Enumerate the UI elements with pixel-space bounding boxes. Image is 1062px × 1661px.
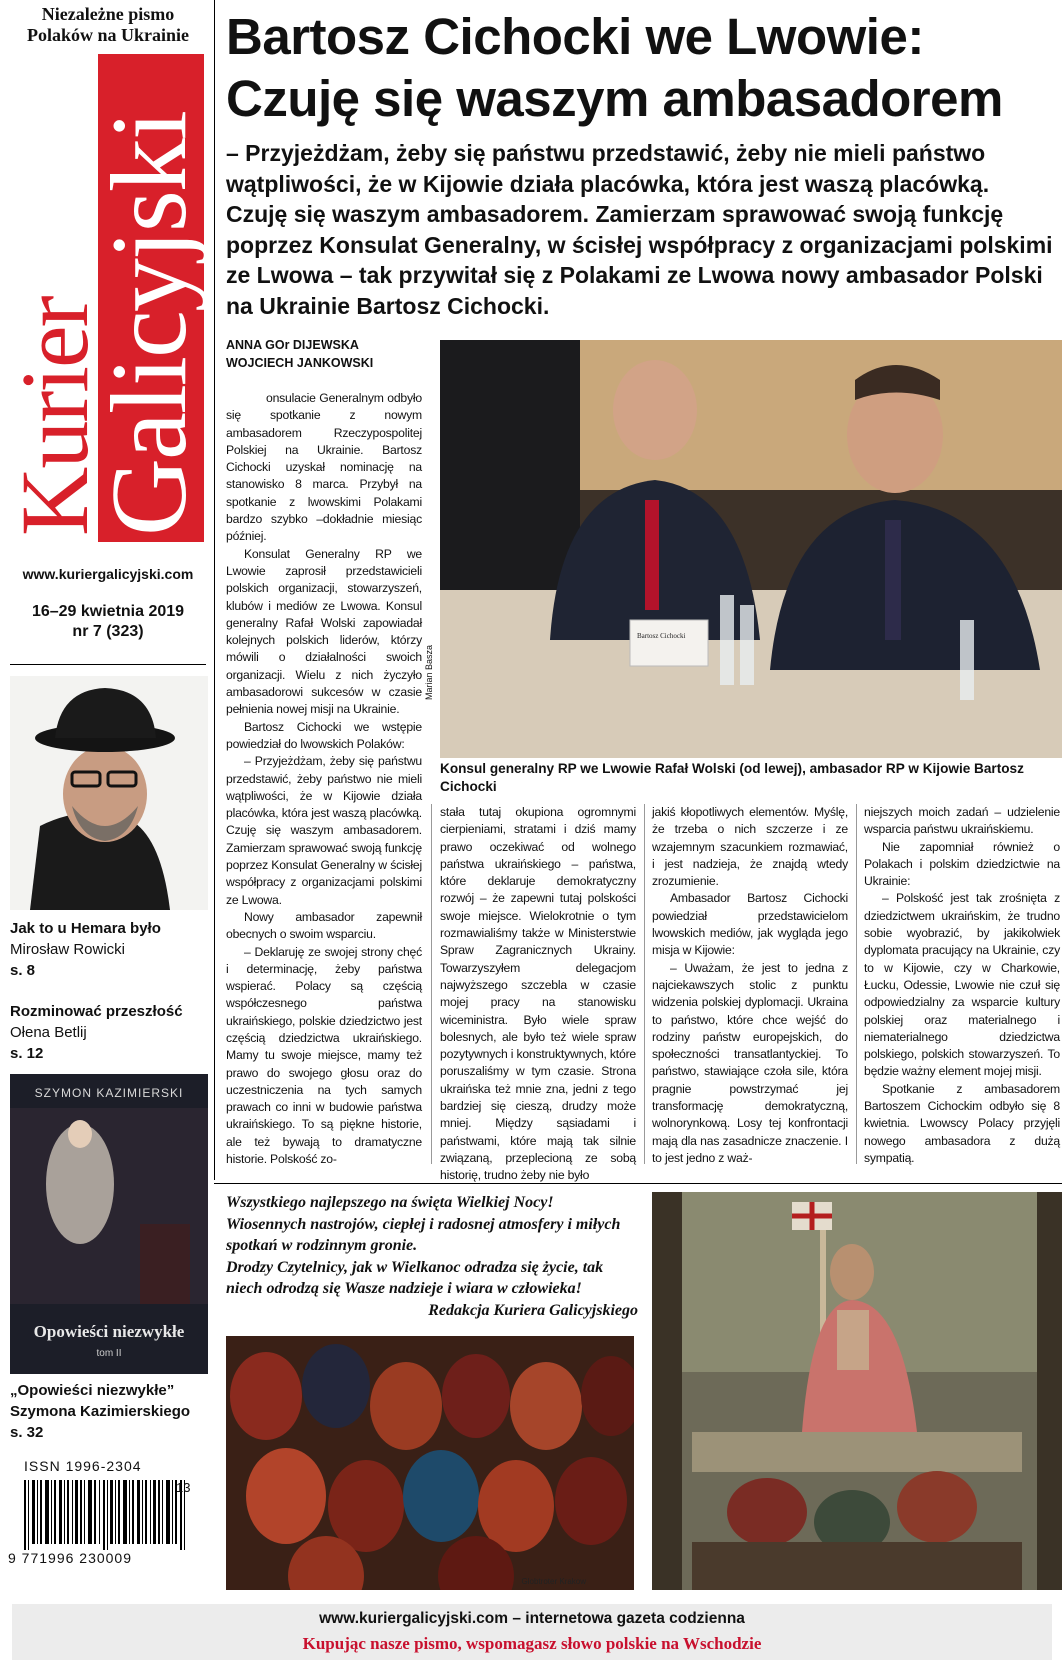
article-column-2 bbox=[440, 804, 636, 1185]
masthead-tagline bbox=[8, 4, 208, 46]
easter-photo-credit: Globtroter Krakow bbox=[521, 1577, 586, 1586]
masthead-logo bbox=[1, 54, 209, 542]
easter-eggs-illustration bbox=[226, 1336, 634, 1590]
easter-eggs-photo[interactable] bbox=[226, 1336, 634, 1590]
photo-caption: Konsul generalny RP we Lwowie Rafał Wolski (od lewej), ambasador RP w Kijowie Bartosz Cichocki bbox=[440, 761, 1024, 794]
article-column-1 bbox=[226, 390, 422, 1168]
article-photo[interactable] bbox=[440, 340, 1062, 758]
issue-date: 16–29 kwietnia 2019 bbox=[31, 603, 185, 620]
barcode-digits: 9 771996 230009 bbox=[8, 1550, 132, 1566]
masthead-title-kurier: Kurier bbox=[1, 297, 108, 536]
book-cover[interactable] bbox=[10, 1074, 208, 1374]
easter-greeting bbox=[226, 1192, 638, 1321]
article-column-3 bbox=[652, 804, 848, 1167]
headline-line-2: Czuję się waszym ambasadorem bbox=[226, 70, 1003, 127]
article-column-4 bbox=[864, 804, 1060, 1167]
paragraph: onsulacie Generalnym odbyło się spotkanie z nowym ambasadorem Rzeczypospolitej Polskiej na Ukrainie. Bartosz Cichocki uzyskał nominację na stanowisko 8 marca. Przybył na spotkanie z lwowskimi Polakami bardzo szybko –dokładnie miesiąc później. bbox=[226, 391, 422, 544]
resurrection-painting[interactable] bbox=[652, 1192, 1062, 1590]
tagline-line-2: Polaków na Ukrainie bbox=[26, 25, 190, 45]
footer-website-line[interactable]: www.kuriergalicyjski.com – internetowa gazeta codzienna bbox=[319, 1610, 745, 1627]
barcode-addon: 13 bbox=[176, 1480, 191, 1495]
photo-placard-text: Bartosz Cichocki bbox=[637, 632, 686, 640]
paragraph: – Uważam, że jest to jedna z najciekawszych stolic z punktu widzenia polskiej dyplomacji. Ukraina to państwo, które chce wejść do rodziny państw europejskich, do społeczności transatlantyckiej. To państwo, stawiające czoła sile, która pragnie powstrzymać jej transformację demokratyczną, wolnorynkową. Losy tej konfrontacji mają dla nas zasadnicze znaczenie. I to jest jedno z waż- bbox=[652, 960, 848, 1165]
teaser-title: Jak to u Hemara było bbox=[10, 920, 161, 937]
byline-author-1: ANNA GOr DIJEWSKA bbox=[226, 338, 359, 352]
teaser-title: „Opowieści niezwykłe” bbox=[10, 1382, 175, 1399]
book-cover-volume: tom II bbox=[96, 1348, 122, 1359]
footer-slogan: Kupując nasze pismo, wspomagasz słowo polskie na Wschodzie bbox=[302, 1634, 762, 1653]
footer-bar bbox=[12, 1604, 1052, 1660]
tagline-line-1: Niezależne pismo bbox=[41, 4, 175, 24]
greeting-line-2: Wiosennych nastrojów, ciepłej i radosnej atmosfery i miłych spotkań w rodzinnym gronie. bbox=[226, 1215, 621, 1254]
book-cover-title: Opowieści niezwykłe bbox=[33, 1322, 185, 1341]
paragraph: – Przyjeżdżam, żeby się państwu przedstawić, żeby państwo nie mieli wątpliwości, że w Kijowie działa placówka, która jest waszą placówką. Czuję się waszym ambasadorem. Zamierzam sprawować swoją funkcję poprzez Konsulat Generalny w ścisłej współpracy z organizacjami polskimi ze Lwowa. bbox=[226, 754, 422, 907]
meeting-photo-illustration bbox=[440, 340, 1062, 758]
article-headline bbox=[226, 6, 1056, 130]
paragraph: stała tutaj okupiona ogromnymi cierpieniami, stratami i dziś mamy prawo oczekiwać od wolnego państwa ukraińskiego – państwa, które deklaruje demokratyczny rozwój – że zapewni tutaj polskości swoje miejsce. Wielokrotnie o tym rozmawialiśmy także w Ministerstwie Spraw Zagranicznych Ukrainy. Towarzyszyłem delegacjom najwyższego szczebla w czasie mojej pracy na stanowisku wiceministra. Było wiele spraw bolesnych, ale było też wiele spraw pozytywnych i konstruktywnych, które poruszaliśmy w tym czasie. Strona ukraińska też mnie zna, jedni z tego bardziej się cieszą, drudzy może mniej. Między sąsiadami i państwami, które mają tak silnie związaną, przeplecioną ze sobą historię, trudno żeby nie było bbox=[440, 805, 637, 1183]
greeting-line-3: Drodzy Czytelnicy, jak w Wielkanoc odradza się życie, tak niech odrodzą się Wasze nadzieje i wiara w człowieka! bbox=[226, 1258, 604, 1297]
issn: ISSN 1996-2304 bbox=[24, 1458, 142, 1474]
resurrection-painting-illustration bbox=[652, 1192, 1062, 1590]
greeting-signature: Redakcja Kuriera Galicyjskiego bbox=[428, 1301, 638, 1319]
teaser-author: Mirosław Rowicki bbox=[10, 941, 126, 958]
hemar-teaser-photo[interactable] bbox=[10, 676, 208, 910]
paragraph: Spotkanie z ambasadorem Bartoszem Cichockim odbyło się 8 kwietnia. Lwowscy Polacy przyjęli nowego ambasadora z dużą sympatią. bbox=[864, 1081, 1060, 1165]
barcode bbox=[24, 1480, 194, 1550]
article-lead: – Przyjeżdżam, żeby się państwu przedstawić, żeby nie mieli państwo wątpliwości, że w Kijowie działa placówka, która jest waszą placówką. Czuję się waszym ambasadorem. Zamierzam sprawować swoją funkcję poprzez Konsulat Generalny, w ścisłej współpracy z organizacjami polskimi ze Lwowa – tak przywitał się z Polakami ze Lwowa nowy ambasador Polski na Ukrainie Bartosz Cichocki. bbox=[226, 140, 1053, 319]
headline-line-1: Bartosz Cichocki we Lwowie: bbox=[226, 8, 924, 65]
paragraph: – Deklaruję ze swojej strony chęć i determinację, żeby państwa wspierać. Polacy są częścią współczesnego państwa ukraińskiego, polskie dziedzictwo jest częścią dziedzictwa ukraińskiego. Mamy tu swoje miejsce, mamy też prawo do swojego głosu oraz do uczestniczenia na tych samych prawach co inni w budowie państwa ukraińskiego. To są piękne historie, ale też bywają to dramatyczne historie. Polskość zo- bbox=[226, 944, 422, 1167]
sidebar-divider bbox=[10, 664, 206, 665]
book-cover-author: SZYMON KAZIMIERSKI bbox=[34, 1086, 184, 1100]
sidebar-separator bbox=[214, 0, 215, 1180]
paragraph: niejszych moich zadań – udzielenie wsparcia państwu ukraińskiemu. bbox=[864, 805, 1060, 837]
greeting-line-1: Wszystkiego najlepszego na święta Wielkiej Nocy! bbox=[226, 1194, 554, 1211]
paragraph: – Polskość jest tak zrośnięta z dziedzictwem ukraińskim, że trudno sobie wyobrazić, by jakikolwiek dyplomata pracujący na Ukrainie, czy to w Kijowie, czy w Charkowie, Łucku, Odessie, Lwowie nie czuł się odpowiedzialny za wsparcie kultury polskiej oraz materialnego i niematerialnego dziedzictwa polskiego, polskich stowarzyszeń. To będzie ważny element mojej misji. bbox=[864, 891, 1060, 1079]
teaser-author: Szymona Kazimierskiego bbox=[10, 1403, 191, 1420]
teaser-author: Ołena Betlij bbox=[10, 1024, 87, 1041]
teaser-rozminowac[interactable] bbox=[10, 1001, 208, 1064]
paragraph: jakiś kłopotliwych elementów. Myślę, że trzeba o nich szczerze i ze wzajemnym szacunkiem rozmawiać, i jest nadzieja, że znajdą wtedy zrozumienie. bbox=[652, 805, 848, 889]
column-separator bbox=[856, 804, 857, 1164]
issue-number: nr 7 (323) bbox=[72, 623, 144, 640]
paragraph: Konsulat Generalny RP we Lwowie zaprosił przedstawicieli polskich organizacji, stowarzyszeń, klubów i mediów ze Lwowa. Konsul generalny Rafał Wolski zapowiadał kolejnych polskich liderów, którzy mówili o działalności swoich organizacji. Wielu z nich życzyło ambasadorowi sukcesów w czasie pełnienia nowej misji na Ukrainie. bbox=[226, 546, 422, 717]
photo-credit: Marian Basza bbox=[424, 644, 434, 700]
section-divider bbox=[214, 1183, 1062, 1184]
paragraph: Bartosz Cichocki we wstępie powiedział do lwowskich Polaków: bbox=[226, 719, 422, 751]
teaser-opowiesci[interactable] bbox=[10, 1380, 208, 1443]
column-separator bbox=[644, 804, 645, 1164]
column-separator bbox=[431, 804, 432, 1164]
teaser-hemar[interactable] bbox=[10, 918, 208, 981]
byline-author-2: WOJCIECH JANKOWSKI bbox=[226, 356, 374, 370]
teaser-page: s. 12 bbox=[10, 1045, 44, 1062]
issue-info bbox=[8, 602, 208, 642]
sidebar-website[interactable]: www.kuriergalicyjski.com bbox=[22, 566, 194, 582]
paragraph: Nie zapomniał również o Polakach i polskim dziedzictwie na Ukrainie: bbox=[864, 839, 1060, 889]
teaser-page: s. 8 bbox=[10, 962, 36, 979]
masthead-title-galicyjski: Galicyjski bbox=[90, 112, 209, 536]
paragraph: Nowy ambasador zapewnił obecnych o swoim wsparciu. bbox=[226, 909, 422, 942]
article-byline bbox=[226, 336, 426, 372]
teaser-title: Rozminować przeszłość bbox=[10, 1003, 183, 1020]
paragraph: Ambasador Bartosz Cichocki powiedział przedstawicielom lwowskich mediów, jak wygląda jego misja w Kijowie: bbox=[652, 891, 848, 958]
teaser-page: s. 32 bbox=[10, 1424, 44, 1441]
portrait-illustration bbox=[10, 676, 208, 910]
